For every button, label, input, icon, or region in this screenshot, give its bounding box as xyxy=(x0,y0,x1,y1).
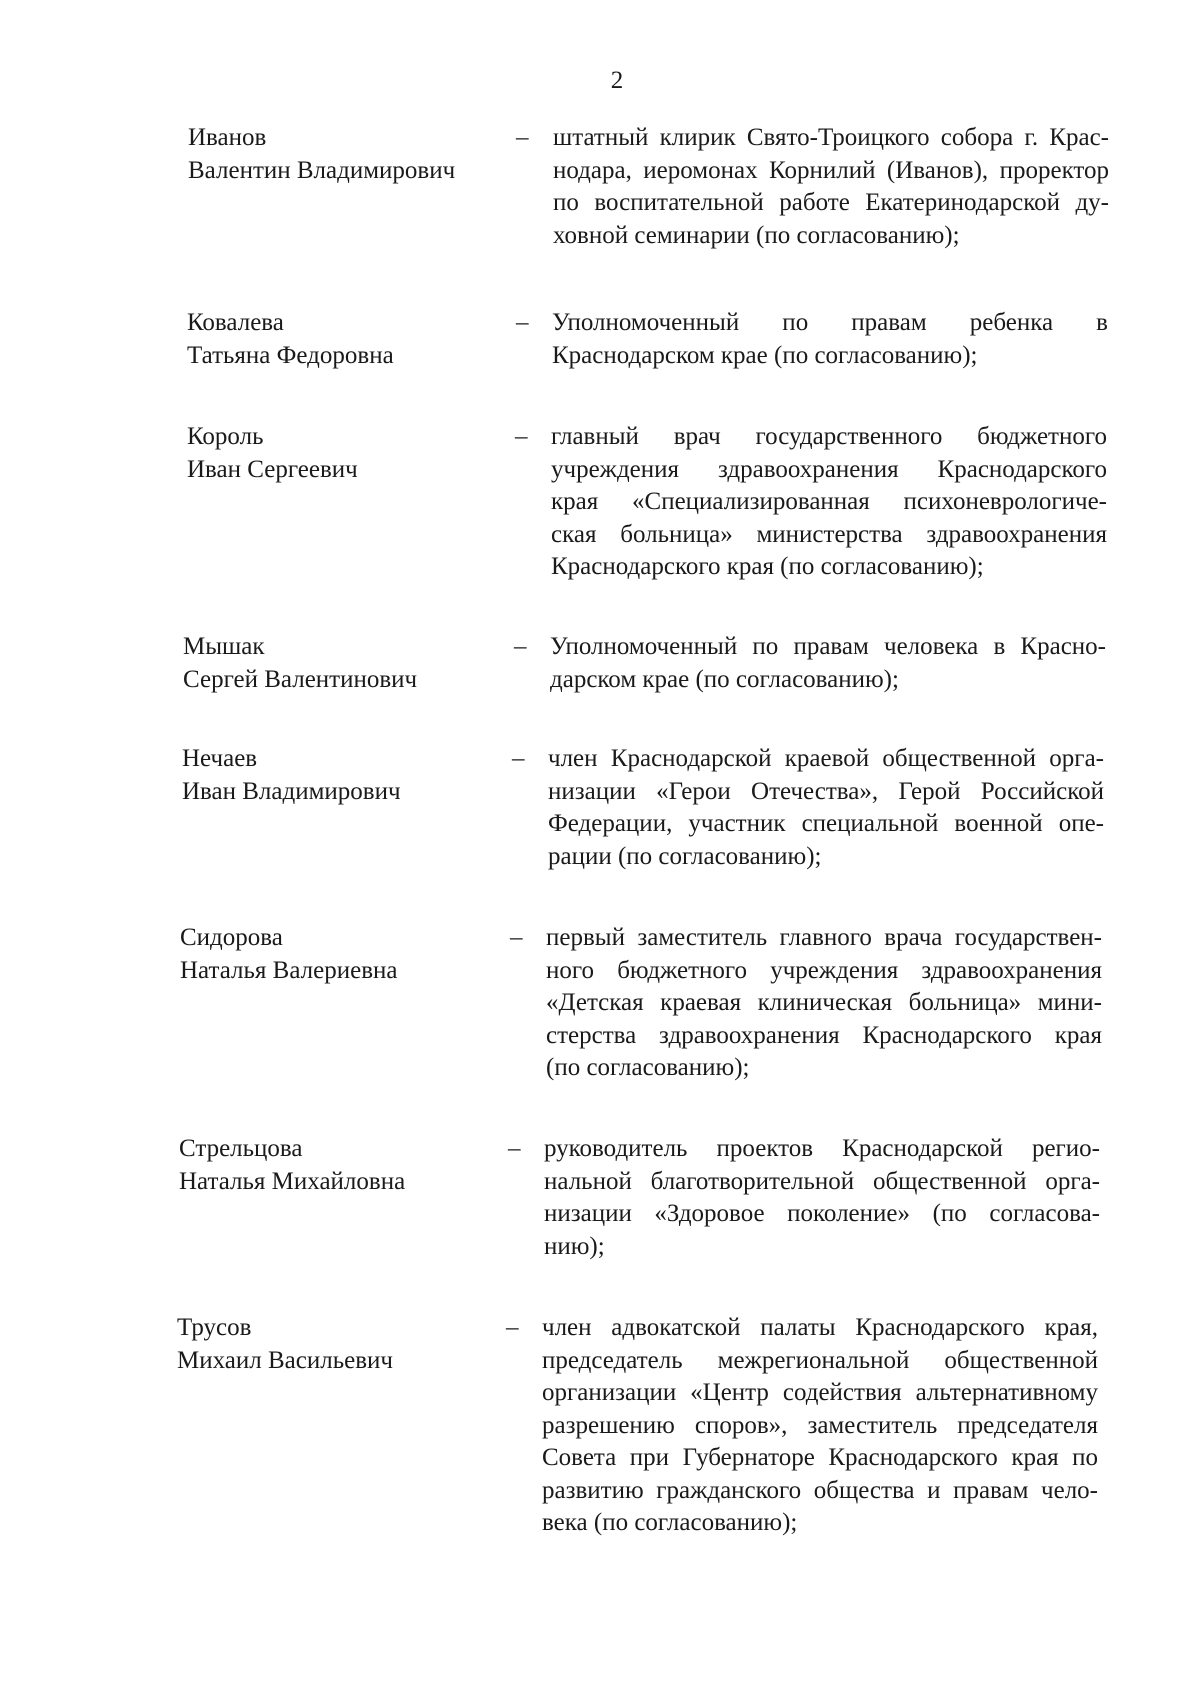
position-line: по воспитательной работе Екатеринодарской ду- xyxy=(553,189,1109,216)
position-line: учреждения здравоохранения Краснодарского xyxy=(551,455,1107,483)
dash-separator: – xyxy=(510,924,523,951)
position-line: нодара, иеромонах Корнилий (Иванов), проректор xyxy=(553,156,1109,184)
dash-separator: – xyxy=(515,423,528,450)
member-given-names: Наталья Михайловна xyxy=(179,1167,406,1195)
member-surname: Сидорова xyxy=(180,924,283,951)
dash-separator: – xyxy=(516,309,529,336)
member-position xyxy=(544,1133,1100,1263)
dash-separator: – xyxy=(512,745,525,772)
member-position xyxy=(546,922,1102,1085)
position-line: Уполномоченный по правам ребенка в xyxy=(552,309,1108,336)
member-position xyxy=(552,307,1108,372)
dash-separator: – xyxy=(506,1314,519,1341)
position-line: рации (по согласованию); xyxy=(548,842,822,870)
position-line: края «Специализированная психоневрологиче- xyxy=(551,488,1107,515)
position-line: дарском крае (по согласованию); xyxy=(550,665,899,693)
member-position xyxy=(551,421,1107,584)
position-line: главный врач государственного бюджетного xyxy=(551,423,1107,450)
member-name xyxy=(182,743,502,808)
position-line: века (по согласованию); xyxy=(542,1509,798,1536)
position-line: ская больница» министерства здравоохранения xyxy=(551,520,1107,548)
member-name xyxy=(183,631,503,696)
member-given-names: Михаил Васильевич xyxy=(177,1346,393,1374)
member-surname: Иванов xyxy=(188,124,267,151)
position-line: разрешению споров», заместитель председателя xyxy=(542,1411,1098,1439)
position-line: развитию гражданского общества и правам чело- xyxy=(542,1476,1098,1504)
position-line: Краснодарского края (по согласованию); xyxy=(551,553,984,580)
member-name xyxy=(180,922,500,987)
position-line: член Краснодарской краевой общественной орга- xyxy=(548,745,1104,772)
member-position xyxy=(553,122,1109,252)
member-given-names: Татьяна Федоровна xyxy=(187,341,394,369)
member-name xyxy=(187,421,507,486)
member-position xyxy=(542,1312,1098,1540)
position-line: первый заместитель главного врача государствен- xyxy=(546,924,1102,951)
member-surname: Стрельцова xyxy=(179,1135,303,1162)
position-line: ховной семинарии (по согласованию); xyxy=(553,221,960,249)
position-line: нию); xyxy=(544,1232,605,1260)
position-line: «Детская краевая клиническая больница» мини- xyxy=(546,989,1102,1016)
position-line: низации «Здоровое поколение» (по согласова- xyxy=(544,1200,1100,1227)
position-line: руководитель проектов Краснодарской регио- xyxy=(544,1135,1100,1162)
position-line: нальной благотворительной общественной орга- xyxy=(544,1167,1100,1195)
position-line: низации «Герои Отечества», Герой Российской xyxy=(548,777,1104,805)
position-line: организации «Центр содействия альтернативному xyxy=(542,1379,1098,1406)
position-line: Федерации, участник специальной военной опе- xyxy=(548,810,1104,837)
member-surname: Нечаев xyxy=(182,745,258,772)
page-number: 2 xyxy=(610,67,624,94)
member-position xyxy=(548,743,1104,873)
member-surname: Король xyxy=(187,423,264,450)
position-line: ного бюджетного учреждения здравоохранения xyxy=(546,956,1102,984)
position-line: председатель межрегиональной общественной xyxy=(542,1346,1098,1374)
dash-separator: – xyxy=(516,124,529,151)
member-given-names: Иван Владимирович xyxy=(182,777,401,805)
member-position xyxy=(550,631,1106,696)
member-surname: Ковалева xyxy=(187,309,284,336)
position-line: штатный клирик Свято-Троицкого собора г. Крас- xyxy=(553,124,1109,151)
member-surname: Мышак xyxy=(183,633,265,660)
member-given-names: Сергей Валентинович xyxy=(183,665,418,693)
position-line: стерства здравоохранения Краснодарского края xyxy=(546,1021,1102,1049)
member-surname: Трусов xyxy=(177,1314,252,1341)
member-name xyxy=(188,122,508,187)
member-given-names: Наталья Валериевна xyxy=(180,956,398,984)
member-given-names: Валентин Владимирович xyxy=(188,156,456,184)
dash-separator: – xyxy=(508,1135,521,1162)
member-given-names: Иван Сергеевич xyxy=(187,455,358,483)
position-line: (по согласованию); xyxy=(546,1054,750,1081)
member-name xyxy=(177,1312,497,1377)
position-line: член адвокатской палаты Краснодарского края, xyxy=(542,1314,1098,1341)
position-line: Совета при Губернаторе Краснодарского края по xyxy=(542,1444,1098,1471)
position-line: Уполномоченный по правам человека в Красно- xyxy=(550,633,1106,660)
member-name xyxy=(179,1133,499,1198)
position-line: Краснодарском крае (по согласованию); xyxy=(552,341,978,369)
member-name xyxy=(187,307,507,372)
dash-separator: – xyxy=(514,633,527,660)
